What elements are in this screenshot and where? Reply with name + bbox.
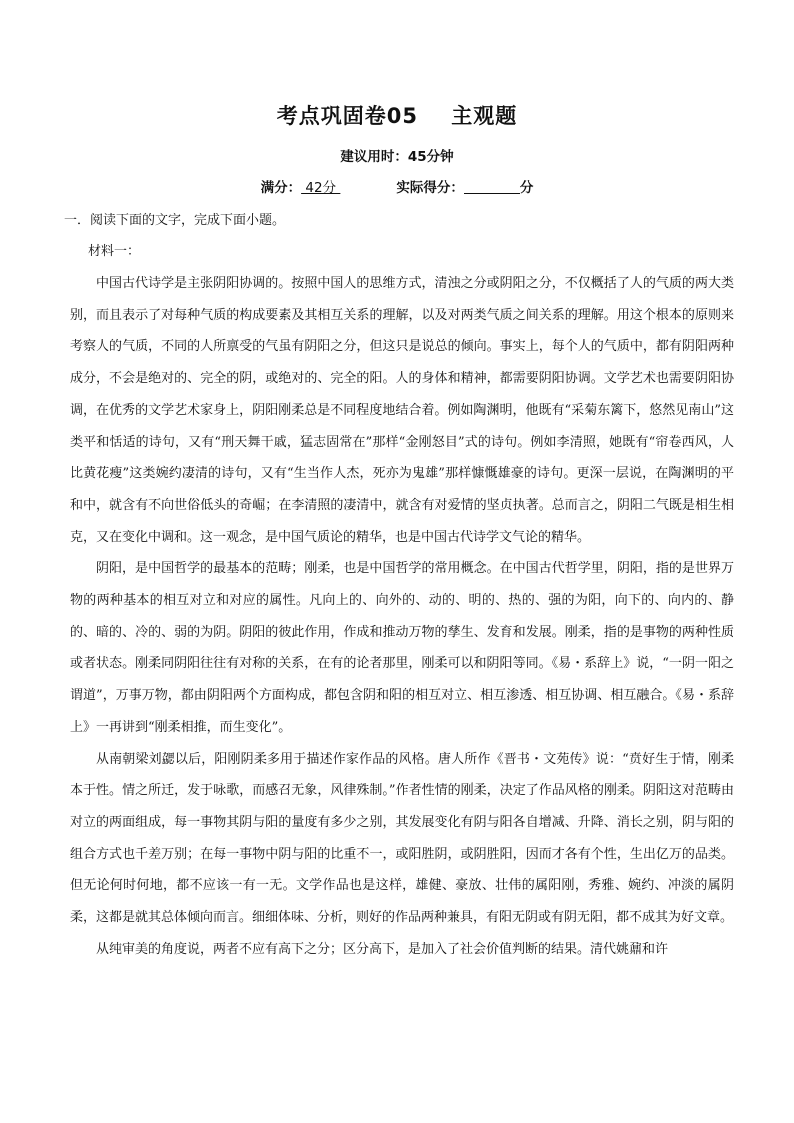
actual-score-blank[interactable] bbox=[464, 180, 520, 194]
page-title: 考点巩固卷05 主观题 bbox=[276, 104, 518, 128]
actual-score-label: 实际得分： bbox=[396, 180, 464, 196]
question-intro: 一．阅读下面的文字，完成下面小题。 bbox=[64, 213, 286, 228]
suggested-time: 建议用时：45分钟 bbox=[340, 149, 454, 165]
paragraph: 从纯审美的角度说，两者不应有高下之分；区分高下，是加入了社会价值判断的结果。清代姚鼐和许 bbox=[96, 941, 669, 957]
full-score-value: 42分 bbox=[301, 180, 341, 196]
paragraph: 阴阳，是中国哲学的最基本的范畴；刚柔，也是中国哲学的常用概念。在中国古代哲学里，阴阳，指的是世界万物的两种基本的相互对立和对应的属性。凡向上的、向外的、动的、明的、热的、强的为阳，向下的、向内的、静的、暗的、冷的、弱的为阴。阴阳的彼此作用，作成和推动万物的孳生、发育和发展。刚柔，指的是事物的两种性质或者状态。刚柔同阴阳往往有对称的关系，在有的论者那里，刚柔可以和阴阳等同。《易・系辞上》说，“一阴一阳之谓道”，万事万物，都由阴阳两个方面构成，都包含阴和阳的相互对立、相互渗透、相互协调、相互融合。《易・系辞上》一再讲到“刚柔相推，而生变化”。 bbox=[70, 561, 734, 735]
paragraph: 从南朝梁刘勰以后，阳刚阴柔多用于描述作家作品的风格。唐人所作《晋书・文苑传》说：“贲好生于情，刚柔本于性。情之所迁，发于咏歌，而感召无象，风律殊制。”作者性情的刚柔，决定了作品风格的刚柔。阴阳这对范畴由对立的两面组成，每一事物其阴与阳的量度有多少之别，其发展变化有阴与阳各自增减、升降、消长之别，阴与阳的组合方式也千差万别；在每一事物中阴与阳的比重不一，或阳胜阴，或阴胜阳，因而才各有个性，生出亿万的品类。但无论何时何地，都不应该一有一无。文学作品也是这样，雄健、豪放、壮伟的属阳刚，秀雅、婉约、冲淡的属阴柔，这都是就其总体倾向而言。细细体味、分析，则好的作品两种兼具，有阳无阴或有阴无阳，都不成其为好文章。 bbox=[70, 751, 734, 926]
actual-score-unit: 分 bbox=[519, 180, 534, 196]
score-line bbox=[0, 176, 794, 196]
material-text bbox=[70, 268, 734, 965]
full-score-label: 满分： bbox=[260, 180, 302, 196]
paragraph: 中国古代诗学是主张阴阳协调的。按照中国人的思维方式，清浊之分或阴阳之分，不仅概括了人的气质的两大类别，而且表示了对每种气质的构成要素及其相互关系的理解，以及对两类气质之间关系的理解。用这个根本的原则来考察人的气质，不同的人所禀受的气虽有阴阳之分，但这只是说总的倾向。事实上，每个人的气质中，都有阴阳两种成分，不会是绝对的、完全的阴，或绝对的、完全的阳。人的身体和精神，都需要阴阳协调。文学艺术也需要阴阳协调，在优秀的文学艺术家身上，阴阳刚柔总是不同程度地结合着。例如陶渊明，他既有“采菊东篱下，悠然见南山”这类平和恬适的诗句，又有“刑天舞干戚，猛志固常在”那样“金刚怒目”式的诗句。例如李清照，她既有“帘卷西风，人比黄花瘦”这类婉约凄清的诗句，又有“生当作人杰，死亦为鬼雄”那样慷慨雄豪的诗句。更深一层说，在陶渊明的平和中，就含有不向世俗低头的奇崛；在李清照的凄清中，就含有对爱情的坚贞执著。总而言之，阴阳二气既是相生相克，又在变化中调和。这一观念，是中国气质论的精华，也是中国古代诗学文气论的精华。 bbox=[70, 276, 734, 545]
material-label: 材料一： bbox=[88, 244, 141, 259]
